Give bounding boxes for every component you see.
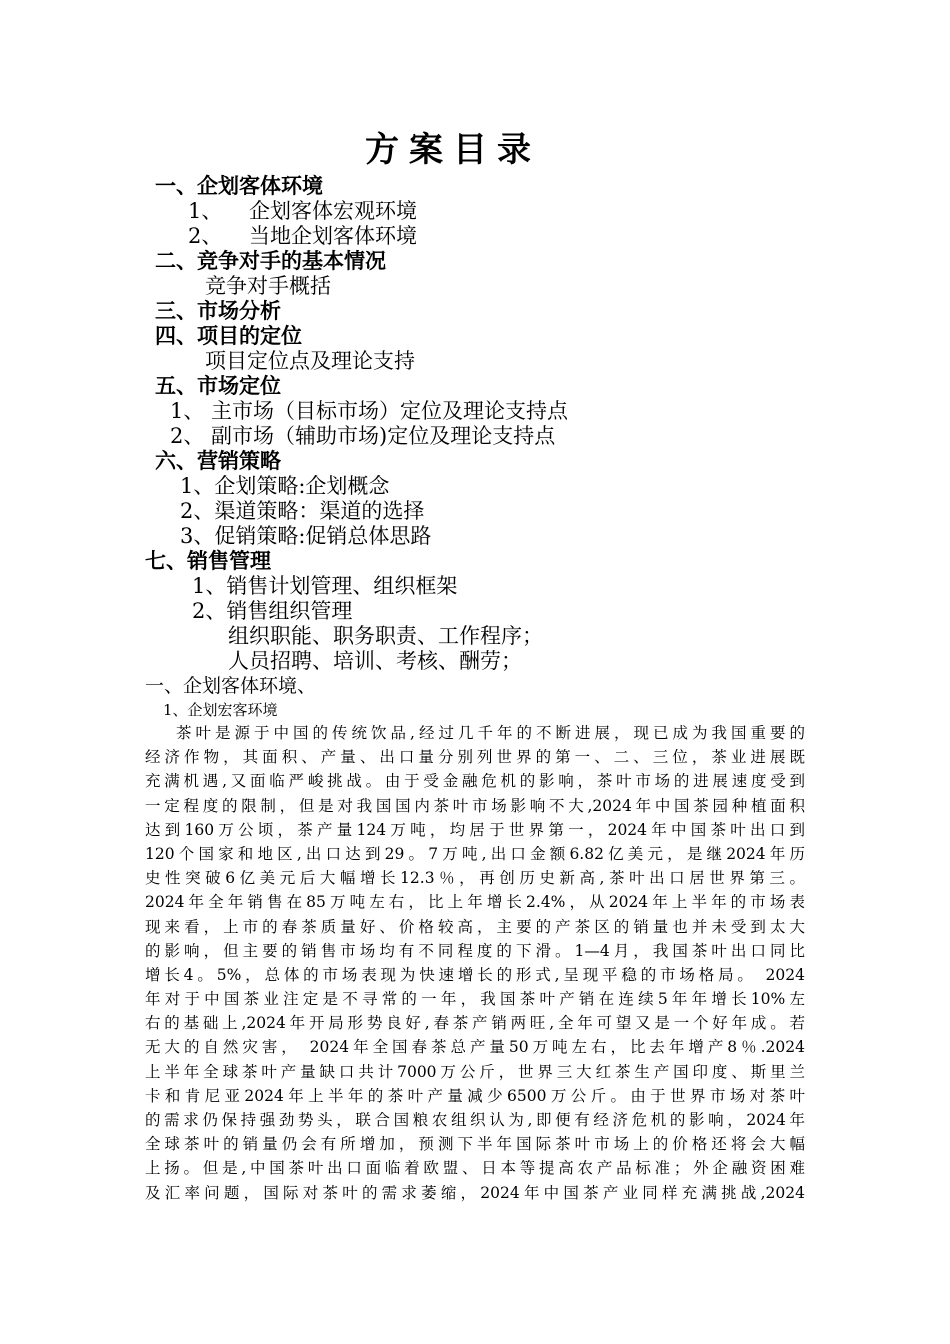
toc-heading: 二、竞争对手的基本情况 <box>155 249 386 273</box>
document-title: 方案目录 <box>365 130 541 170</box>
body-line: 全球茶叶的销量仍会有所增加，预测下半年国际茶叶市场上的价格还将会大幅 <box>145 1135 805 1154</box>
section-heading: 一、企划客体环境、 <box>145 675 317 697</box>
toc-heading: 三、市场分析 <box>155 299 281 323</box>
body-line: 史性突破6亿美元后大幅增长12.3％，再创历史新高,茶叶出口居世界第三。 <box>145 869 805 888</box>
toc-subitem: 人员招聘、培训、考核、酬劳； <box>228 649 522 673</box>
body-line: 经济作物，其面积、产量、出口量分别列世界的第一、二、三位，茶业进展既 <box>145 748 805 767</box>
toc-heading: 五、市场定位 <box>155 374 281 398</box>
body-line: 一定程度的限制，但是对我国国内茶叶市场影响不大,2024年中国茶园种植面积 <box>145 796 805 815</box>
body-line: 无大的自然灾害， 2024年全国春茶总产量50万吨左右，比去年增产8％.2024 <box>145 1038 805 1057</box>
body-line: 年对于中国茶业注定是不寻常的一年，我国茶叶产销在连续5年年增长10%左 <box>145 990 805 1009</box>
body-line: 充满机遇,又面临严峻挑战。由于受金融危机的影响，茶叶市场的进展速度受到 <box>145 772 805 791</box>
body-line: 右的基础上,2024年开局形势良好,春茶产销两旺,全年可望又是一个好年成。若 <box>145 1014 805 1033</box>
body-line: 的影响，但主要的销售市场均有不同程度的下滑。1—4月，我国茶叶出口同比 <box>145 941 805 960</box>
toc-subitem: 2、 当地企划客体环境 <box>188 224 418 248</box>
toc-heading: 七、销售管理 <box>145 549 271 573</box>
body-paragraph <box>145 721 805 1205</box>
toc-subitem: 项目定位点及理论支持 <box>205 349 415 373</box>
toc-subitem: 组织职能、职务职责、工作程序； <box>228 624 543 648</box>
toc-subitem: 竞争对手概括 <box>205 274 331 298</box>
toc-subitem: 2、 副市场（辅助市场)定位及理论支持点 <box>170 424 556 448</box>
toc-subitem: 1、企划策略:企划概念 <box>180 474 390 498</box>
body-line: 2024年全年销售在85万吨左右，比上年增长2.4%，从2024年上半年的市场表 <box>145 893 805 912</box>
body-line: 卡和肯尼亚2024年上半年的茶叶产量减少6500万公斤。由于世界市场对茶叶 <box>145 1086 805 1105</box>
body-line: 上半年全球茶叶产量缺口共计7000万公斤，世界三大红茶生产国印度、斯里兰 <box>145 1062 805 1081</box>
toc-subitem: 3、促销策略:促销总体思路 <box>180 524 432 548</box>
toc-subitem: 2、渠道策略：渠道的选择 <box>180 499 425 523</box>
body-line: 茶叶是源于中国的传统饮品,经过几千年的不断进展，现已成为我国重要的 <box>176 724 805 742</box>
body-line: 的需求仍保持强劲势头，联合国粮农组织认为,即便有经济危机的影响，2024年 <box>145 1111 805 1129</box>
body-line: 增长4。5%，总体的市场表现为快速增长的形式,呈现平稳的市场格局。 2024 <box>145 965 805 984</box>
body-line: 现来看，上市的春茶质量好、价格较高，主要的产茶区的销量也并未受到太大 <box>145 917 805 936</box>
toc-subitem: 1、 主市场（目标市场）定位及理论支持点 <box>170 399 569 423</box>
subsection-heading: 1、企划宏客环境 <box>163 701 278 719</box>
body-line: 达到160万公顷，茶产量124万吨，均居于世界第一，2024年中国茶叶出口到 <box>145 820 805 839</box>
toc-subitem: 2、销售组织管理 <box>192 599 353 623</box>
toc-heading: 一、企划客体环境 <box>155 174 323 198</box>
toc-heading: 六、营销策略 <box>155 449 281 473</box>
toc-subitem: 1、 企划客体宏观环境 <box>188 199 418 223</box>
toc-subitem: 1、销售计划管理、组织框架 <box>192 574 458 598</box>
toc-heading: 四、项目的定位 <box>155 324 302 348</box>
body-line: 及汇率问题，国际对茶叶的需求萎缩，2024年中国茶产业同样充满挑战,2024 <box>145 1183 805 1202</box>
body-line: 上扬。但是,中国茶叶出口面临着欧盟、日本等提高农产品标准；外企融资困难 <box>145 1159 805 1178</box>
body-line: 120个国家和地区,出口达到29。7万吨,出口金额6.82亿美元，是继2024年历 <box>145 844 805 863</box>
